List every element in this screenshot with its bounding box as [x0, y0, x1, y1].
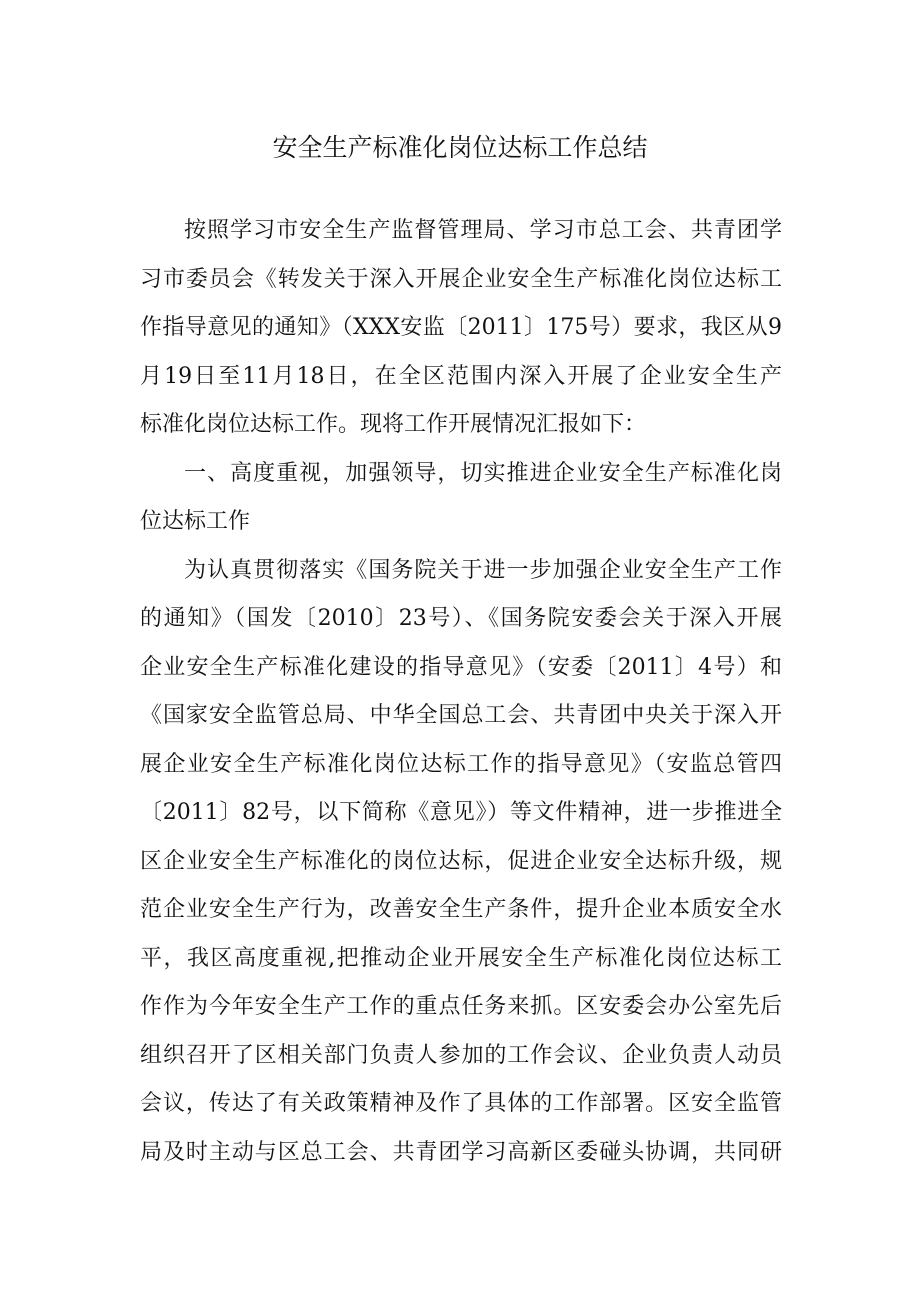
- text-line: 标准化岗位达标工作。现将工作开展情况汇报如下：: [140, 412, 647, 437]
- document-title: 安全生产标准化岗位达标工作总结: [272, 133, 648, 162]
- text-line: 《国家安全监管总局、中华全国总工会、共青团中央关于深入开: [140, 703, 782, 728]
- text-line: 的通知》（国发〔2010〕23号）、《国务院安委会关于深入开展: [140, 606, 782, 631]
- text-line: 组织召开了区相关部门负责人参加的工作会议、企业负责人动员: [140, 1042, 782, 1068]
- text-line: 月19日至11月18日，在全区范围内深入开展了企业安全生产: [140, 363, 782, 389]
- text-line: 平，我区高度重视,把推动企业开展安全生产标准化岗位达标工: [140, 945, 782, 971]
- text-line: 区企业安全生产标准化的岗位达标，促进企业安全达标升级，规: [140, 848, 782, 874]
- text-line: 一、高度重视，加强领导，切实推进企业安全生产标准化岗: [184, 460, 782, 486]
- text-line: 为认真贯彻落实《国务院关于进一步加强企业安全生产工作: [184, 557, 782, 583]
- text-line: 范企业安全生产行为，改善安全生产条件，提升企业本质安全水: [140, 897, 782, 922]
- text-line: 〔2011〕82号，以下简称《意见》）等文件精神，进一步推进全: [140, 800, 782, 825]
- text-line: 企业安全生产标准化建设的指导意见》（安委〔2011〕4号）和: [140, 654, 782, 680]
- paragraph-intro: [140, 207, 782, 450]
- text-line: 会议，传达了有关政策精神及作了具体的工作部署。区安全监管: [140, 1091, 782, 1116]
- text-line: 按照学习市安全生产监督管理局、学习市总工会、共青团学: [184, 218, 782, 243]
- paragraph-body: [140, 547, 782, 1178]
- text-line: 习市委员会《转发关于深入开展企业安全生产标准化岗位达标工: [140, 266, 782, 292]
- text-line: 作作为今年安全生产工作的重点任务来抓。区安委会办公室先后: [140, 994, 782, 1019]
- section-heading-1: [140, 450, 782, 547]
- text-line: 局及时主动与区总工会、共青团学习高新区委碰头协调，共同研: [140, 1139, 782, 1165]
- text-line: 作指导意见的通知》（XXX安监〔2011〕175号）要求，我区从9: [140, 315, 782, 340]
- text-line: 位达标工作: [140, 509, 251, 534]
- document-body: [140, 207, 782, 1177]
- text-line: 展企业安全生产标准化岗位达标工作的指导意见》（安监总管四: [140, 751, 782, 777]
